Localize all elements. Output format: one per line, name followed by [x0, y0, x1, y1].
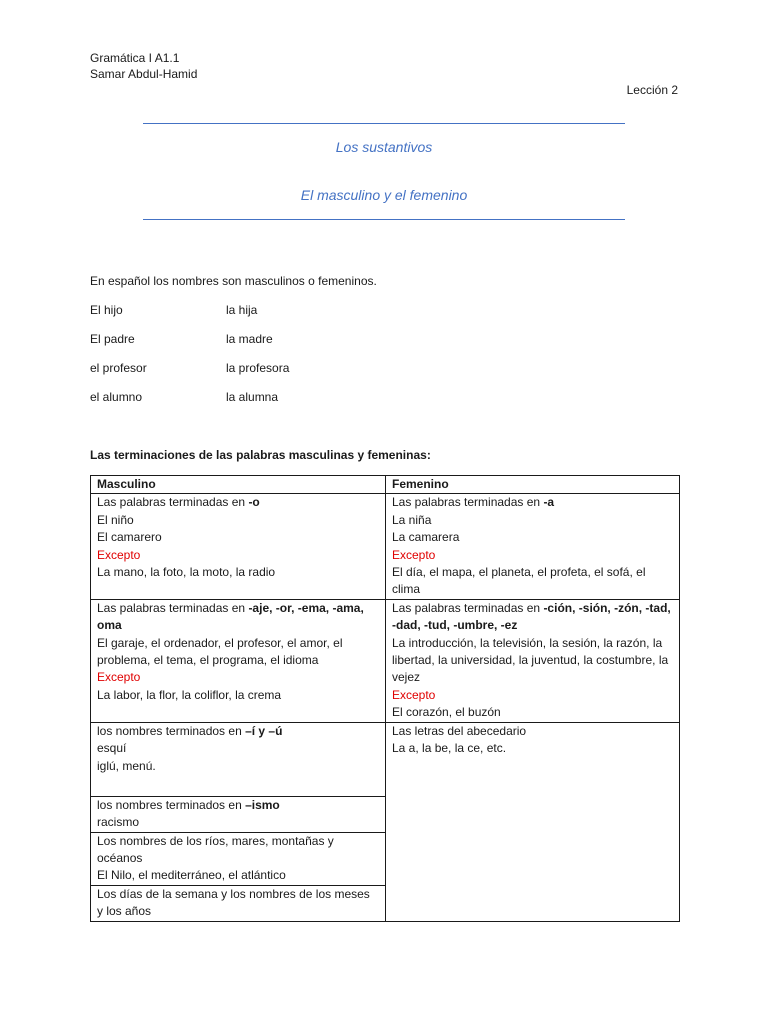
lesson-label: Lección 2: [626, 83, 678, 97]
cell-masc-o: [91, 494, 386, 599]
rule-ending: -a: [543, 495, 555, 510]
example: El niño: [97, 512, 134, 527]
pair-fem: la madre: [226, 332, 273, 346]
example: La a, la be, la ce, etc.: [392, 741, 507, 756]
title-rule-top: [143, 123, 625, 124]
rule-ending: -o: [248, 495, 260, 510]
table-header-row: [91, 476, 680, 494]
rule-line: [97, 494, 379, 511]
rule-ending: –í y –ú: [245, 723, 283, 738]
exception-label: Excepto: [392, 687, 436, 702]
course-label: Gramática I A1.1: [90, 51, 180, 65]
exception-label: Excepto: [392, 547, 436, 562]
rule-text: Las letras del abecedario: [392, 723, 527, 738]
cell-fem-letters: [386, 722, 680, 921]
author-name: Samar Abdul-Hamid: [90, 67, 198, 81]
exceptions: El corazón, el buzón: [392, 705, 501, 720]
rule-line: [392, 600, 673, 635]
table-row: [91, 599, 680, 722]
exceptions: La mano, la foto, la moto, la radio: [97, 565, 276, 580]
rule-text: Las palabras terminadas en: [392, 495, 544, 510]
gender-endings-table: [90, 475, 680, 922]
table-row: [91, 722, 680, 796]
rule-ending: –ismo: [245, 797, 280, 812]
rule-ending: -ción, -sión, -zón, -tad, -dad, -tud, -umbre, -ez: [392, 600, 671, 633]
example: El garaje, el ordenador, el profesor, el amor, el problema, el tema, el programa, el idioma: [97, 635, 343, 668]
example: La introducción, la televisión, la sesión, la razón, la libertad, la universidad, la juventud, la costumbre, la vejez: [392, 635, 669, 685]
cell-masc-rivers: [91, 832, 386, 885]
table-row: [91, 494, 680, 599]
example: La niña: [392, 512, 432, 527]
intro-text: En español los nombres son masculinos o femeninos.: [90, 274, 377, 288]
example: iglú, menú.: [97, 758, 156, 773]
cell-masc-days: [91, 885, 386, 921]
cell-masc-ismo: [91, 796, 386, 832]
rule-text: Los nombres de los ríos, mares, montañas y océanos: [97, 833, 334, 865]
rule-text: Los días de la semana y los nombres de los meses y los años: [97, 886, 370, 919]
title-rule-bottom: [143, 219, 625, 220]
cell-fem-cion: [386, 599, 680, 722]
header-femenino: Femenino: [386, 476, 680, 494]
rule-text: Las palabras terminadas en: [392, 600, 544, 615]
rule-text: los nombres terminados en: [97, 797, 246, 812]
rule-text: Las palabras terminadas en: [97, 600, 249, 615]
exceptions: El día, el mapa, el planeta, el profeta, el sofá, el clima: [392, 565, 646, 597]
page-subtitle: El masculino y el femenino: [300, 187, 468, 203]
pair-fem: la alumna: [226, 390, 279, 404]
example: esquí: [97, 741, 127, 756]
pair-masc: El padre: [90, 332, 135, 346]
rule-line: [392, 494, 673, 511]
pair-masc: El hijo: [90, 303, 123, 317]
cell-masc-aje: [91, 599, 386, 722]
example: El camarero: [97, 530, 162, 545]
cell-masc-i-u: [91, 722, 386, 796]
exceptions: La labor, la flor, la coliflor, la crema: [97, 687, 282, 702]
rule-line: [97, 723, 379, 740]
exception-label: Excepto: [97, 670, 141, 685]
example: racismo: [97, 815, 140, 830]
pair-masc: el profesor: [90, 361, 147, 375]
page-title: Los sustantivos: [335, 139, 433, 155]
pair-fem: la hija: [226, 303, 258, 317]
rule-ending: -aje, -or, -ema, -ama, oma: [97, 600, 364, 633]
pair-masc: el alumno: [90, 390, 143, 404]
rule-line: [97, 600, 379, 635]
rule-text: Las palabras terminadas en: [97, 495, 249, 510]
rule-line: [97, 797, 379, 814]
cell-fem-a: [386, 494, 680, 599]
section-heading: Las terminaciones de las palabras masculinas y femeninas:: [90, 448, 431, 462]
header-masculino: Masculino: [91, 476, 386, 494]
exception-label: Excepto: [97, 547, 141, 562]
example: La camarera: [392, 530, 460, 545]
pair-fem: la profesora: [226, 361, 290, 375]
rule-text: los nombres terminados en: [97, 723, 246, 738]
example: El Nilo, el mediterráneo, el atlántico: [97, 868, 286, 883]
